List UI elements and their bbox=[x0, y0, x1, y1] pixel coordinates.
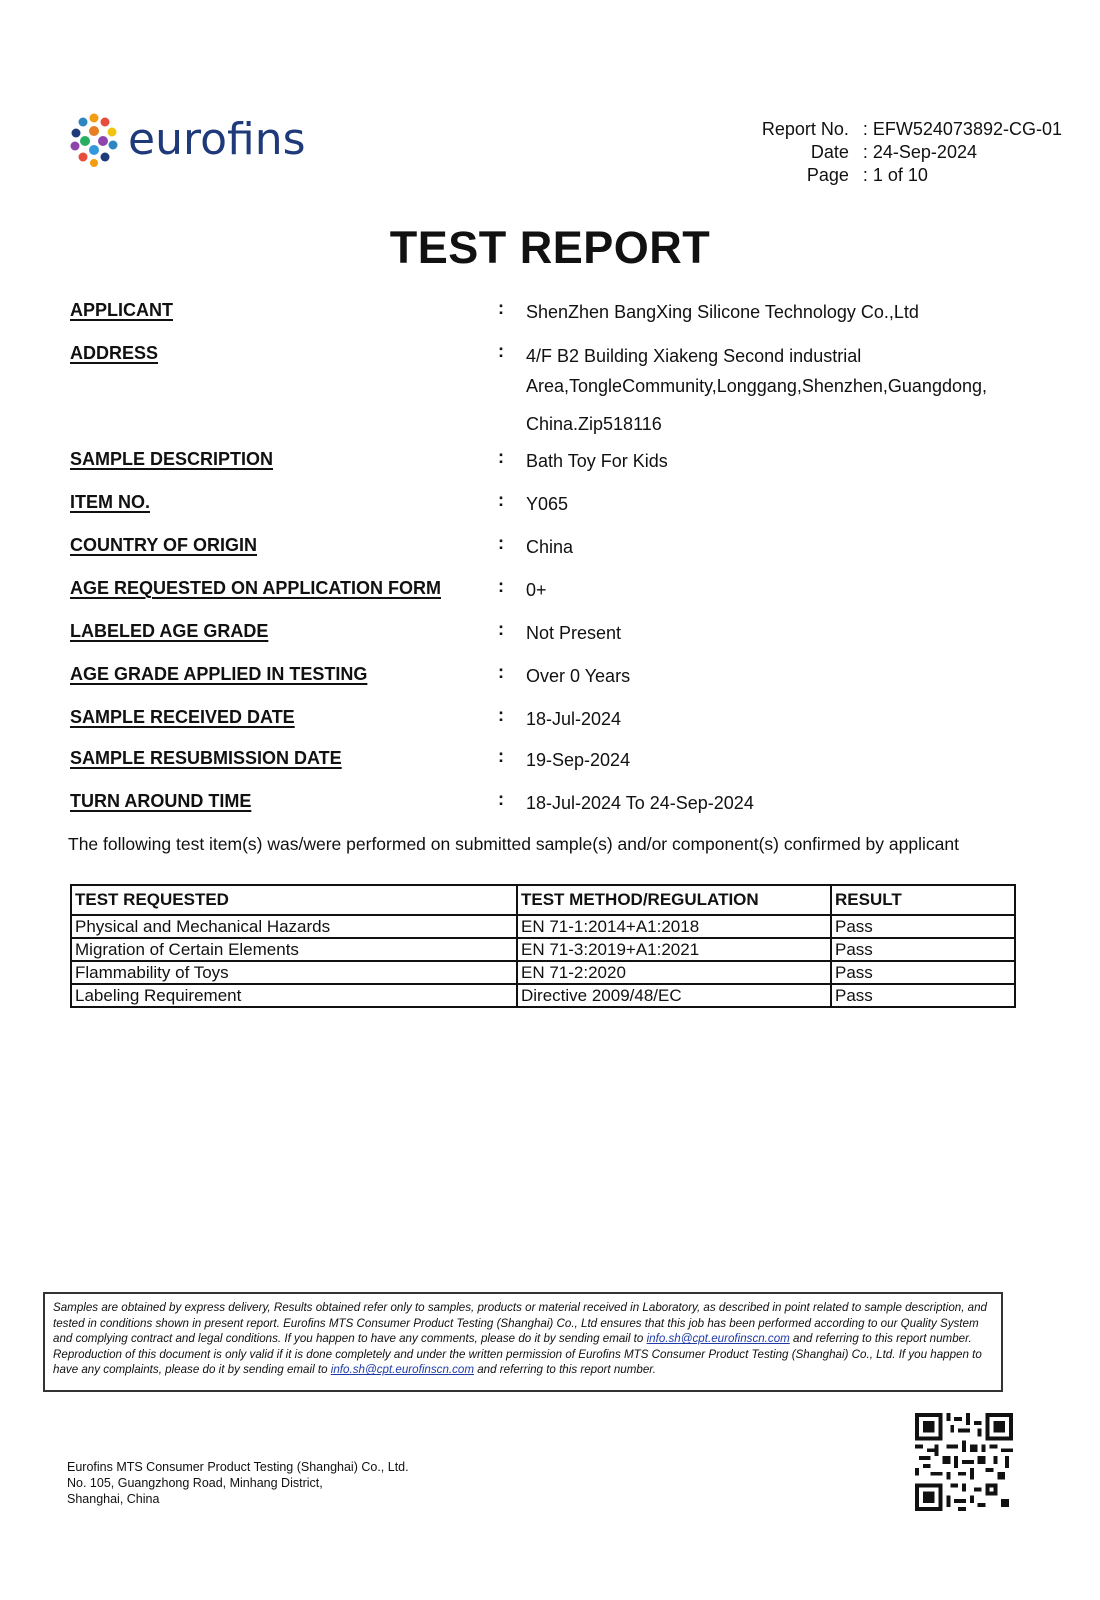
test-requested-cell: Flammability of Toys bbox=[71, 961, 517, 984]
company-street: No. 105, Guangzhong Road, Minhang District, bbox=[67, 1476, 323, 1490]
field-label: AGE REQUESTED ON APPLICATION FORM bbox=[70, 578, 442, 598]
logo-wordmark: eurofins bbox=[128, 114, 306, 165]
test-method-cell: EN 71-1:2014+A1:2018 bbox=[517, 915, 831, 938]
column-header-result: RESULT bbox=[831, 885, 1015, 915]
field-colon: : bbox=[498, 576, 504, 596]
report-number-row bbox=[749, 118, 1062, 141]
field-value: 18-Jul-2024 bbox=[526, 709, 622, 729]
test-method-cell: EN 71-2:2020 bbox=[517, 961, 831, 984]
field-label: APPLICANT bbox=[70, 300, 173, 320]
report-date-row bbox=[749, 141, 1062, 164]
test-method-cell: Directive 2009/48/EC bbox=[517, 984, 831, 1007]
intro-text: The following test item(s) was/were performed on submitted sample(s) and/or component(s) confirmed by applicant bbox=[68, 834, 959, 854]
field-value: ShenZhen BangXing Silicone Technology Co.,Ltd bbox=[526, 302, 919, 322]
test-results-table bbox=[70, 884, 1016, 1008]
field-colon: : bbox=[498, 705, 504, 725]
field-value: 19-Sep-2024 bbox=[526, 750, 631, 770]
field-value bbox=[526, 339, 1056, 441]
report-date-value: : 24-Sep-2024 bbox=[862, 142, 977, 162]
result-cell: Pass bbox=[831, 984, 1015, 1007]
test-requested-cell: Physical and Mechanical Hazards bbox=[71, 915, 517, 938]
page-title: TEST REPORT bbox=[389, 222, 711, 273]
table-row bbox=[71, 984, 1015, 1007]
test-requested-cell: Migration of Certain Elements bbox=[71, 938, 517, 961]
page-number-value: : 1 of 10 bbox=[862, 165, 928, 185]
table-row bbox=[71, 938, 1015, 961]
table-row bbox=[71, 915, 1015, 938]
field-label: TURN AROUND TIME bbox=[70, 791, 252, 811]
field-colon: : bbox=[498, 746, 504, 766]
field-label: SAMPLE DESCRIPTION bbox=[70, 449, 274, 469]
field-value: 0+ bbox=[526, 580, 547, 600]
disclaimer-text: and referring to this report number. bbox=[474, 1363, 656, 1377]
company-city: Shanghai, China bbox=[67, 1492, 160, 1506]
field-label: LABELED AGE GRADE bbox=[70, 621, 269, 641]
complaint-email-link[interactable]: info.sh@cpt.eurofinscn.com bbox=[330, 1363, 475, 1377]
qr-code-icon bbox=[915, 1413, 1013, 1511]
field-colon: : bbox=[498, 298, 504, 318]
field-colon: : bbox=[498, 447, 504, 467]
field-value: Y065 bbox=[526, 494, 569, 514]
field-label: SAMPLE RECEIVED DATE bbox=[70, 707, 295, 727]
field-colon: : bbox=[498, 789, 504, 809]
field-value: Bath Toy For Kids bbox=[526, 451, 668, 471]
disclaimer-box bbox=[43, 1292, 1003, 1392]
disclaimer-text: and referring to this report number. Reproduction of this document is only valid if it is done completely and under the written permission of Eurofins MTS Consumer Product Testing (Shanghai) Co., Ltd. If you happen to have any complaints, please do it by sending email to bbox=[53, 1332, 982, 1377]
test-method-cell: EN 71-3:2019+A1:2021 bbox=[517, 938, 831, 961]
test-requested-cell: Labeling Requirement bbox=[71, 984, 517, 1007]
field-colon: : bbox=[498, 490, 504, 510]
result-cell: Pass bbox=[831, 961, 1015, 984]
field-colon: : bbox=[498, 619, 504, 639]
field-colon: : bbox=[498, 533, 504, 553]
field-value: Over 0 Years bbox=[526, 666, 631, 686]
field-label: ADDRESS bbox=[70, 343, 159, 363]
table-row bbox=[71, 961, 1015, 984]
contact-email-link[interactable]: info.sh@cpt.eurofinscn.com bbox=[646, 1332, 790, 1346]
report-date-label: Date bbox=[810, 142, 849, 162]
disclaimer-text: Samples are obtained by express delivery, Results obtained refer only to samples, products or material received in Laboratory, as described in point related to sample description, and tested in conditions shown in present report. Eurofins MTS Consumer Product Testing (Shanghai) Co., Ltd ensures that this job has been performed according to our Quality System and complying contract and legal conditions. If you happen to have any comments, please do it by sending email to bbox=[53, 1301, 988, 1346]
page-number-label: Page bbox=[806, 165, 849, 185]
table-header-row bbox=[71, 885, 1015, 915]
field-label: SAMPLE RESUBMISSION DATE bbox=[70, 748, 342, 768]
address-line: Area,TongleCommunity,Longgang,Shenzhen,Guangdong, bbox=[526, 376, 987, 396]
eurofins-logo bbox=[66, 112, 306, 168]
field-colon: : bbox=[498, 341, 504, 361]
eurofins-logo-icon bbox=[66, 112, 122, 168]
report-meta bbox=[749, 118, 1062, 187]
company-name: Eurofins MTS Consumer Product Testing (Shanghai) Co., Ltd. bbox=[67, 1460, 409, 1474]
page-number-row bbox=[749, 164, 1062, 187]
field-label: ITEM NO. bbox=[70, 492, 150, 512]
column-header-test-method: TEST METHOD/REGULATION bbox=[517, 885, 831, 915]
report-number-value: : EFW524073892-CG-01 bbox=[862, 119, 1062, 139]
company-address bbox=[67, 1459, 409, 1507]
address-line: China.Zip518116 bbox=[526, 414, 662, 434]
result-cell: Pass bbox=[831, 915, 1015, 938]
field-value: 18-Jul-2024 To 24-Sep-2024 bbox=[526, 793, 754, 813]
address-line: 4/F B2 Building Xiakeng Second industrial bbox=[526, 346, 862, 366]
field-colon: : bbox=[498, 662, 504, 682]
field-label: AGE GRADE APPLIED IN TESTING bbox=[70, 664, 368, 684]
column-header-test-requested: TEST REQUESTED bbox=[71, 885, 517, 915]
field-value: China bbox=[526, 537, 574, 557]
report-number-label: Report No. bbox=[761, 119, 849, 139]
field-label: COUNTRY OF ORIGIN bbox=[70, 535, 258, 555]
result-cell: Pass bbox=[831, 938, 1015, 961]
field-value: Not Present bbox=[526, 623, 622, 643]
